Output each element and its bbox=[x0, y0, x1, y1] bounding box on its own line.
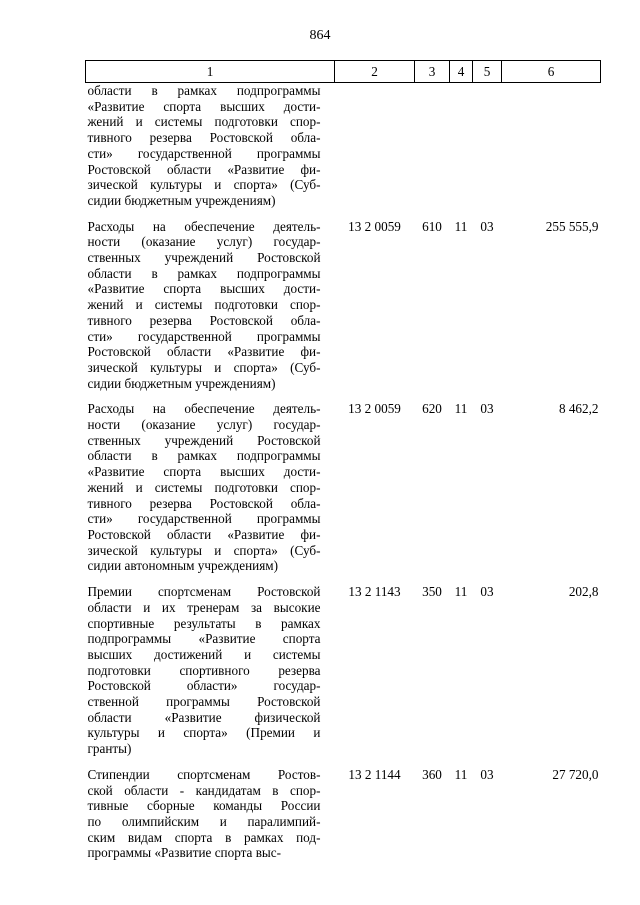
column-header-amount: 6 bbox=[502, 61, 601, 83]
description-line: гранты) bbox=[87, 741, 132, 757]
row-subsection: 03 bbox=[480, 584, 494, 600]
row-section bbox=[450, 83, 473, 219]
row-section: 11 bbox=[454, 218, 468, 234]
description-line: жений и системы подготовки спор- bbox=[87, 114, 321, 130]
description-line: области и их тренерам за высокие bbox=[87, 599, 321, 615]
description-line: тивного резерва Ростовской обла- bbox=[87, 495, 321, 511]
row-expense-type bbox=[415, 83, 450, 219]
description-line: «Развитие спорта высших дости- bbox=[87, 464, 321, 480]
row-subsection: 03 bbox=[480, 218, 494, 234]
row-target-code: 13 2 0059 bbox=[348, 401, 401, 417]
budget-table bbox=[85, 60, 601, 871]
description-line: Ростовской области «Развитие фи- bbox=[87, 526, 321, 542]
table-row bbox=[86, 219, 601, 402]
description-line: ской области - кандидатам в спор- bbox=[87, 782, 321, 798]
description-line: ственной программы Ростовской bbox=[87, 694, 321, 710]
row-amount: 8 462,2 bbox=[558, 401, 599, 417]
row-target-code: 13 2 1144 bbox=[348, 766, 401, 782]
row-amount: 255 555,9 bbox=[545, 218, 599, 234]
table-row bbox=[86, 401, 601, 584]
row-expense-type: 350 bbox=[422, 584, 442, 600]
row-amount bbox=[502, 83, 601, 219]
description-line: тивные сборные команды России bbox=[87, 798, 321, 814]
row-description bbox=[86, 401, 335, 584]
table-body bbox=[86, 83, 601, 872]
row-subsection: 03 bbox=[480, 766, 494, 782]
description-line: жений и системы подготовки спор- bbox=[87, 479, 321, 495]
column-header-code: 2 bbox=[335, 61, 415, 83]
description-line: подготовки спортивного резерва bbox=[87, 662, 321, 678]
table-row bbox=[86, 83, 601, 219]
row-expense-type: 610 bbox=[422, 218, 442, 234]
description-line: зической культуры и спорта» (Суб- bbox=[87, 177, 321, 193]
row-expense-type: 360 bbox=[422, 766, 442, 782]
description-line: жений и системы подготовки спор- bbox=[87, 297, 321, 313]
row-subsection bbox=[473, 83, 502, 219]
column-header-section: 4 bbox=[450, 61, 473, 83]
description-line: зической культуры и спорта» (Суб- bbox=[87, 542, 321, 558]
description-line: высших достижений и системы bbox=[87, 646, 321, 662]
description-line: сти» государственной программы bbox=[87, 145, 321, 161]
row-amount: 202,8 bbox=[568, 584, 599, 600]
description-line: области в рамках подпрограммы bbox=[87, 265, 321, 281]
description-line: подпрограммы «Развитие спорта bbox=[87, 631, 321, 647]
description-line: Стипендии спортсменам Ростов- bbox=[87, 766, 321, 782]
description-line: спортивные результаты в рамках bbox=[87, 615, 321, 631]
column-header-row bbox=[86, 61, 601, 83]
row-amount: 27 720,0 bbox=[552, 766, 599, 782]
description-line: «Развитие спорта высших дости- bbox=[87, 281, 321, 297]
description-line: ственных учреждений Ростовской bbox=[87, 432, 321, 448]
description-line: ственных учреждений Ростовской bbox=[87, 250, 321, 266]
description-line: сидии бюджетным учреждениям) bbox=[87, 192, 276, 208]
row-section: 11 bbox=[454, 584, 468, 600]
description-line: тивного резерва Ростовской обла- bbox=[87, 312, 321, 328]
description-line: Премии спортсменам Ростовской bbox=[87, 584, 321, 600]
description-line: ским видам спорта в рамках под- bbox=[87, 829, 321, 845]
description-line: Расходы на обеспечение деятель- bbox=[87, 401, 321, 417]
description-line: сти» государственной программы bbox=[87, 328, 321, 344]
description-line: области в рамках подпрограммы bbox=[87, 83, 321, 98]
description-line: программы «Развитие спорта выс- bbox=[87, 845, 282, 861]
description-line: Ростовской области» государ- bbox=[87, 678, 321, 694]
description-line: сидии автономным учреждениям) bbox=[87, 558, 279, 574]
column-header-subsection: 5 bbox=[473, 61, 502, 83]
table-row bbox=[86, 584, 601, 767]
description-line: ности (оказание услуг) государ- bbox=[87, 417, 321, 433]
row-description bbox=[86, 219, 335, 402]
row-description bbox=[86, 83, 335, 219]
description-line: Ростовской области «Развитие фи- bbox=[87, 344, 321, 360]
row-expense-type: 620 bbox=[422, 401, 442, 417]
description-line: области «Развитие физической bbox=[87, 709, 321, 725]
description-line: ности (оказание услуг) государ- bbox=[87, 234, 321, 250]
table-row bbox=[86, 767, 601, 871]
column-header-expense-type: 3 bbox=[415, 61, 450, 83]
description-line: сидии бюджетным учреждениям) bbox=[87, 375, 276, 391]
column-header-description: 1 bbox=[86, 61, 335, 83]
row-target-code: 13 2 1143 bbox=[348, 584, 401, 600]
row-section: 11 bbox=[454, 766, 468, 782]
row-section: 11 bbox=[454, 401, 468, 417]
row-target-code: 13 2 0059 bbox=[348, 218, 401, 234]
row-subsection: 03 bbox=[480, 401, 494, 417]
row-description bbox=[86, 584, 335, 767]
description-line: по олимпийским и паралимпий- bbox=[87, 813, 321, 829]
description-line: зической культуры и спорта» (Суб- bbox=[87, 359, 321, 375]
description-line: тивного резерва Ростовской обла- bbox=[87, 130, 321, 146]
description-line: культуры и спорта» (Премии и bbox=[87, 725, 321, 741]
description-line: «Развитие спорта высших дости- bbox=[87, 98, 321, 114]
row-description bbox=[86, 767, 335, 871]
description-line: области в рамках подпрограммы bbox=[87, 448, 321, 464]
description-line: сти» государственной программы bbox=[87, 511, 321, 527]
description-line: Расходы на обеспечение деятель- bbox=[87, 218, 321, 234]
page-number: 864 bbox=[309, 28, 331, 43]
description-line: Ростовской области «Развитие фи- bbox=[87, 161, 321, 177]
row-target-code bbox=[335, 83, 415, 219]
